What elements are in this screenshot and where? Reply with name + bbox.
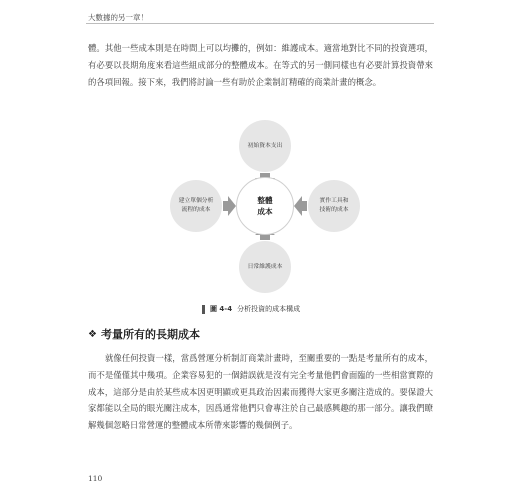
node-analysis-process-cost: [170, 180, 222, 232]
node-total-cost-label: 整體 成本: [257, 196, 273, 216]
figure-caption-text: 分析投資的成本構成: [237, 305, 301, 313]
arrow-left-icon: [294, 196, 307, 216]
diamond-icon: ❖: [88, 328, 97, 340]
header-rule: [86, 23, 434, 24]
node-initial-capex: [239, 120, 291, 172]
cost-diagram: [150, 120, 380, 295]
section-title: 考量所有的長期成本: [100, 328, 200, 341]
page-number: 110: [88, 474, 103, 483]
running-head: 大數據的另一章！: [88, 13, 148, 22]
section-heading: [88, 326, 200, 342]
node-maintenance-cost: [239, 241, 291, 293]
node-total-cost: [236, 177, 294, 235]
node-tools-tech-cost: [308, 180, 360, 232]
caption-bar-icon: [202, 305, 205, 314]
figure-caption: [202, 304, 300, 314]
node-tools-tech-cost-label: 實作工具和 技術的成本: [319, 198, 349, 213]
arrow-right-icon: [223, 196, 236, 216]
node-maintenance-cost-label: 日常維護成本: [247, 263, 283, 270]
body-paragraph-2: 就像任何投資一樣，當爲營運分析制訂商業計畫時，至關重要的一點是考量所有的成本，而不是僅僅其中幾項。企業容易犯的一個錯誤就是沒有完全考量他們會面臨的一些相當實際的成本，這部分是由於某些成本因更明顯或更具政治因素而獲得大家更多關注造成的。要保證大家都能以全局的眼光關注成本，因爲通常他們只會專注於自己最感興趣的那一部分。讓我們瞭解幾個忽略日常營運的整體成本所帶來影響的幾個例子。: [88, 353, 433, 431]
node-initial-capex-label: 初始資本支出: [247, 142, 283, 149]
body-paragraph-1: 體。其他一些成本則是在時間上可以均攤的，例如：維護成本。適當地對比不同的投資選項，有必要以長期角度來看這些組成部分的整體成本。在等式的另一側同樣也有必要計算投資帶來的各項回報。接下來，我們將討論一些有助於企業制訂精確的商業計畫的概念。: [88, 43, 433, 87]
node-analysis-process-cost-label: 建立單個分析 流程的成本: [178, 198, 214, 213]
figure-number: 圖 4-4: [210, 305, 233, 313]
